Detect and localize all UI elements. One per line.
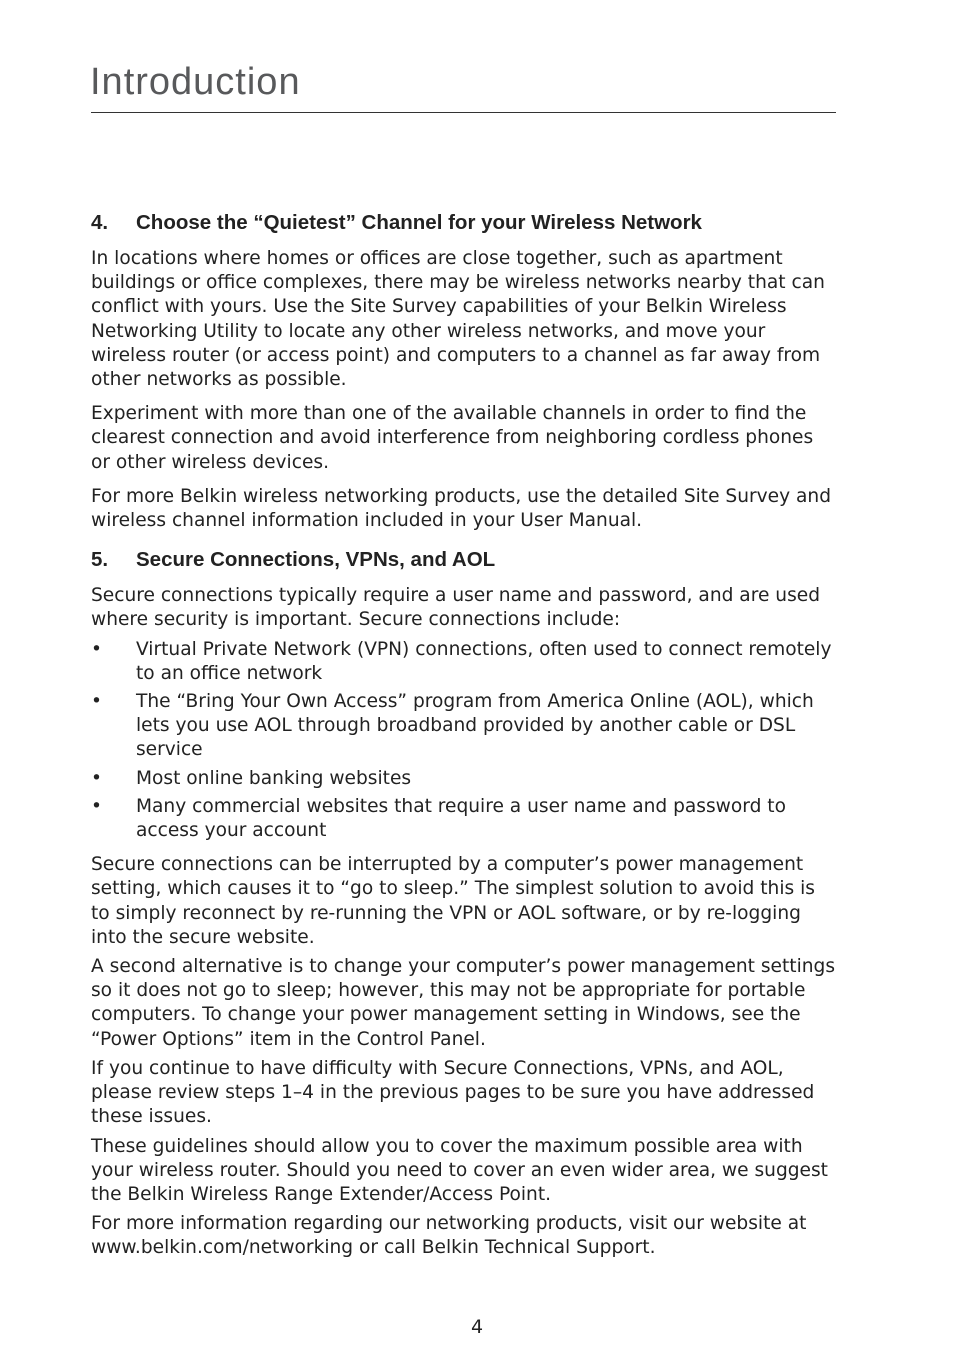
list-item: [91, 638, 836, 686]
secure-connections-list: [91, 638, 836, 844]
list-item-text: The “Bring Your Own Access” program from America Online (AOL), which lets you use AOL through broadband provided by another cable or DSL service: [136, 691, 814, 761]
section-5-number: 5.: [91, 548, 109, 572]
section-4-paragraph: Experiment with more than one of the available channels in order to find the clearest connection and avoid interference from neighboring cordless phones or other wireless devices.: [91, 403, 814, 473]
document-body: [91, 208, 836, 1266]
list-item: [91, 690, 836, 763]
list-item: [91, 795, 836, 843]
section-4-number: 4.: [91, 211, 109, 234]
list-item-text: Most online banking websites: [136, 767, 412, 789]
bullet-icon: •: [91, 795, 102, 817]
page-header-title: Introduction: [90, 61, 301, 103]
section-5-title: Secure Connections, VPNs, and AOL: [136, 548, 496, 572]
bullet-icon: •: [91, 767, 102, 789]
section-4-paragraph: For more Belkin wireless networking products, use the detailed Site Survey and wireless channel information included in your User Manual.: [91, 485, 831, 532]
section-5-paragraph: These guidelines should allow you to cover the maximum possible area with your wireless router. Should you need to cover an even wider area, we suggest the Belkin Wireless Range Extender/Access Point.: [91, 1135, 828, 1205]
section-5-paragraph: If you continue to have difficulty with Secure Connections, VPNs, and AOL, please review steps 1–4 in the previous pages to be sure you have addressed these issues.: [91, 1057, 815, 1128]
header-divider: [91, 112, 836, 113]
page-number: 4: [470, 1316, 484, 1338]
list-item-text: Many commercial websites that require a user name and password to access your account: [136, 795, 786, 842]
section-5-intro: Secure connections typically require a user name and password, and are used where security is important. Secure connections include:: [91, 585, 821, 631]
section-4-heading: [91, 208, 836, 238]
list-item: [91, 767, 836, 791]
bullet-icon: •: [91, 691, 102, 713]
list-item-text: Virtual Private Network (VPN) connections, often used to connect remotely to an office network: [136, 638, 832, 684]
section-5-paragraph: A second alternative is to change your computer’s power management settings so it does not go to sleep; however, this may not be appropriate for portable computers. To change your power management setting in Windows, see the “Power Options” item in the Control Panel.: [91, 956, 836, 1050]
section-5-paragraph: For more information regarding our networking products, visit our website at www.belkin.com/networking or call Belkin Technical Support.: [91, 1213, 807, 1259]
section-5-heading: [91, 545, 836, 575]
section-4-paragraph: In locations where homes or offices are close together, such as apartment buildings or office complexes, there may be wireless networks nearby that can conflict with yours. Use the Site Survey capabilities of your Belkin Wireless Networking Utility to locate any other wireless networks, and move your wireless router (or access point) and computers to a channel as far away from other networks as possible.: [91, 248, 825, 391]
bullet-icon: •: [91, 638, 102, 660]
section-4-title: Choose the “Quietest” Channel for your Wireless Network: [136, 211, 702, 234]
section-5-paragraph: Secure connections can be interrupted by a computer’s power management setting, which causes it to “go to sleep.” The simplest solution to avoid this is to simply reconnect by re-running the VPN or AOL software, or by re-logging into the secure website.: [91, 854, 815, 948]
